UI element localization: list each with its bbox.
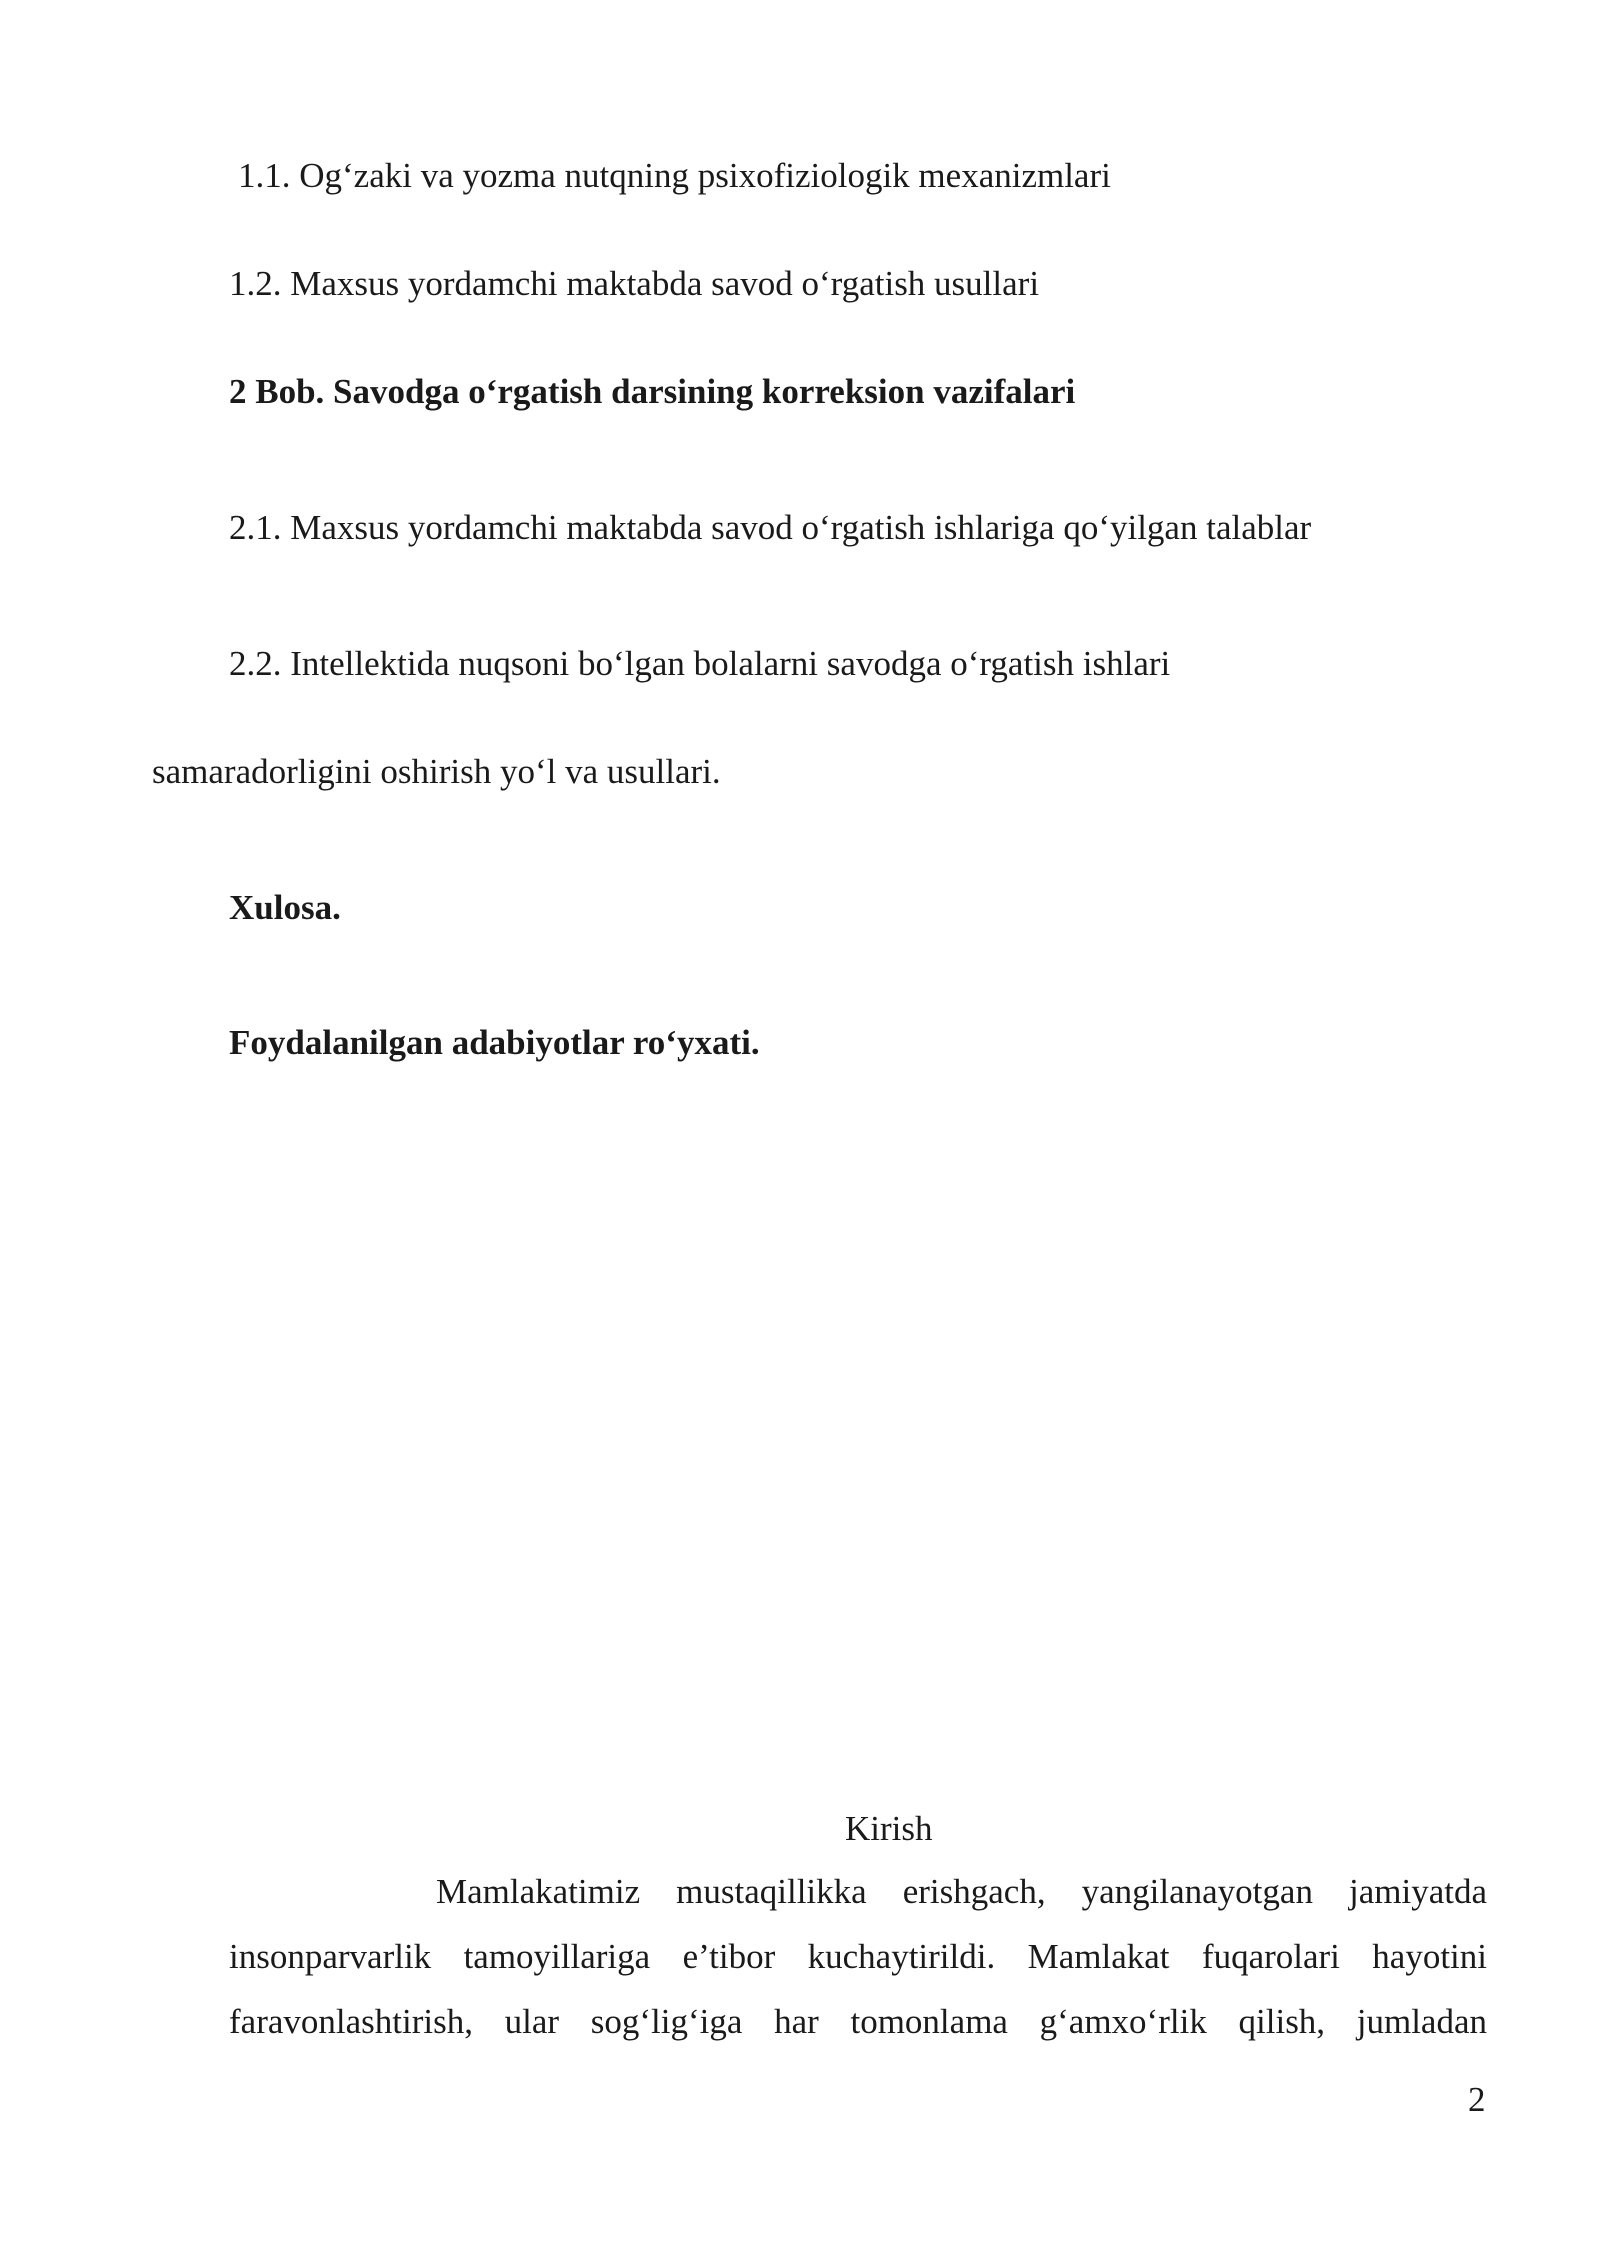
- toc-chapter-2: 2 Bob. Savodga o‘rgatish darsining korreksion vazifalari: [229, 372, 1076, 411]
- intro-line-1: Mamlakatimiz mustaqillikka erishgach, yangilanayotgan jamiyatda: [436, 1872, 1487, 1911]
- toc-item-2-2-line2: samaradorligini oshirish yo‘l va usullari.: [152, 752, 721, 791]
- intro-paragraph: [229, 1859, 1487, 2054]
- intro-line-3: faravonlashtirish, ular sog‘lig‘iga har tomonlama g‘amxo‘rlik qilish, jumladan: [229, 2002, 1487, 2041]
- toc-references: Foydalanilgan adabiyotlar ro‘yxati.: [229, 1023, 760, 1062]
- intro-heading: Kirish: [845, 1809, 933, 1848]
- toc-item-1-1: 1.1. Og‘zaki va yozma nutqning psixofiziologik mexanizmlari: [238, 156, 1111, 195]
- toc-item-2-2-line1: 2.2. Intellektida nuqsoni bo‘lgan bolalarni savodga o‘rgatish ishlari: [229, 644, 1171, 683]
- toc-item-1-2: 1.2. Maxsus yordamchi maktabda savod o‘rgatish usullari: [229, 264, 1040, 303]
- page-number: 2: [1468, 2080, 1486, 2119]
- intro-line-2: insonparvarlik tamoyillariga e’tibor kuchaytirildi. Mamlakat fuqarolari hayotini: [229, 1937, 1487, 1976]
- toc-conclusion: Xulosa.: [229, 888, 341, 927]
- toc-item-2-1: 2.1. Maxsus yordamchi maktabda savod o‘rgatish ishlariga qo‘yilgan talablar: [229, 508, 1312, 547]
